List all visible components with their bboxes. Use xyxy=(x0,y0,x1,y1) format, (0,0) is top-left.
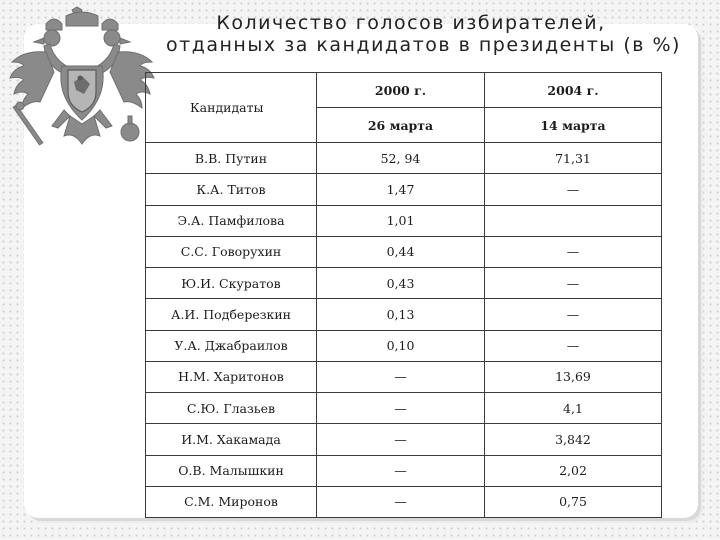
header-date-2004: 14 марта xyxy=(485,108,662,143)
votes-2000: 1,47 xyxy=(317,174,485,205)
candidate-name: У.А. Джабраилов xyxy=(146,330,317,361)
header-year-2000: 2000 г. xyxy=(317,73,485,108)
votes-2004: 2,02 xyxy=(485,455,662,486)
table-row xyxy=(146,455,662,486)
header-year-2004: 2004 г. xyxy=(485,73,662,108)
votes-2004: — xyxy=(485,299,662,330)
votes-2000: — xyxy=(317,361,485,392)
table-row xyxy=(146,393,662,424)
votes-2004: — xyxy=(485,268,662,299)
table-row xyxy=(146,299,662,330)
votes-2004: — xyxy=(485,236,662,267)
table-row xyxy=(146,205,662,236)
table-row xyxy=(146,486,662,517)
candidate-name: С.С. Говорухин xyxy=(146,236,317,267)
candidate-name: К.А. Титов xyxy=(146,174,317,205)
election-results-table xyxy=(145,72,662,518)
candidate-name: Ю.И. Скуратов xyxy=(146,268,317,299)
table-row xyxy=(146,236,662,267)
table-row xyxy=(146,424,662,455)
slide-title xyxy=(166,12,681,56)
table-row xyxy=(146,361,662,392)
votes-2004: 0,75 xyxy=(485,486,662,517)
votes-2000: 52, 94 xyxy=(317,143,485,174)
votes-2000: — xyxy=(317,393,485,424)
votes-2000: 0,44 xyxy=(317,236,485,267)
votes-2000: — xyxy=(317,424,485,455)
candidate-name: И.М. Хакамада xyxy=(146,424,317,455)
title-line-1: Количество голосов избирателей, xyxy=(216,12,606,34)
votes-2000: 1,01 xyxy=(317,205,485,236)
candidate-name: С.Ю. Глазьев xyxy=(146,393,317,424)
title-line-2: отданных за кандидатов в президенты (в %) xyxy=(166,34,681,56)
votes-2004: 3,842 xyxy=(485,424,662,455)
votes-2000: — xyxy=(317,486,485,517)
header-candidates: Кандидаты xyxy=(146,73,317,143)
votes-2004: 71,31 xyxy=(485,143,662,174)
table-row xyxy=(146,268,662,299)
votes-2000: 0,10 xyxy=(317,330,485,361)
header-date-2000: 26 марта xyxy=(317,108,485,143)
table-row xyxy=(146,174,662,205)
candidate-name: О.В. Малышкин xyxy=(146,455,317,486)
table-row xyxy=(146,330,662,361)
candidate-name: С.М. Миронов xyxy=(146,486,317,517)
votes-2004: — xyxy=(485,330,662,361)
votes-2000: — xyxy=(317,455,485,486)
votes-2004 xyxy=(485,205,662,236)
votes-2004: 4,1 xyxy=(485,393,662,424)
votes-2004: — xyxy=(485,174,662,205)
votes-2000: 0,13 xyxy=(317,299,485,330)
table-row xyxy=(146,143,662,174)
double-headed-eagle-icon xyxy=(6,6,160,164)
candidate-name: Э.А. Памфилова xyxy=(146,205,317,236)
candidate-name: В.В. Путин xyxy=(146,143,317,174)
votes-2000: 0,43 xyxy=(317,268,485,299)
votes-2004: 13,69 xyxy=(485,361,662,392)
candidate-name: Н.М. Харитонов xyxy=(146,361,317,392)
candidate-name: А.И. Подберезкин xyxy=(146,299,317,330)
